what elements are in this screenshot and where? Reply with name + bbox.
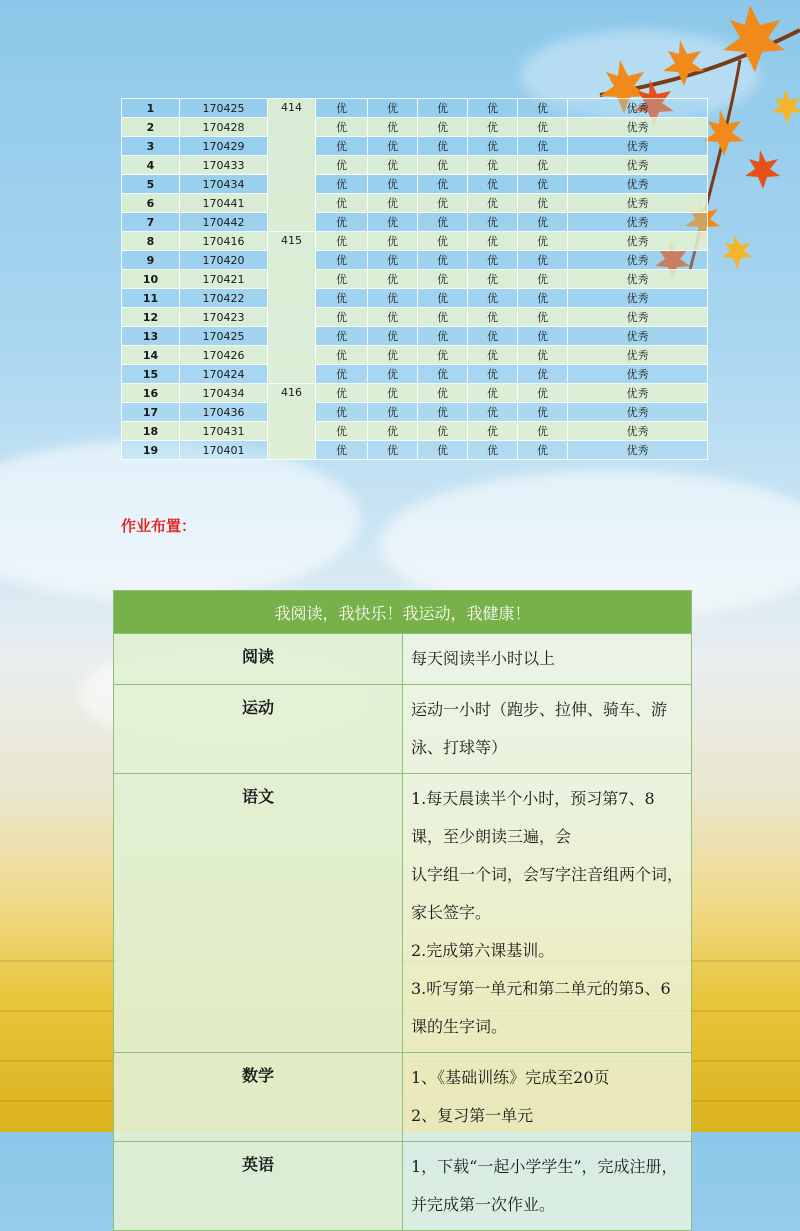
grade-cell: 优 (468, 441, 518, 460)
table-row (122, 194, 708, 213)
grade-cell: 优 (468, 289, 518, 308)
subject-label: 阅读 (114, 634, 403, 685)
grade-cell: 优 (368, 441, 418, 460)
homework-body (114, 634, 692, 1231)
grade-cell: 优 (468, 365, 518, 384)
homework-content (403, 685, 692, 774)
grade-cell: 优 (468, 422, 518, 441)
grade-cell: 优 (418, 327, 468, 346)
grade-cell: 优 (418, 384, 468, 403)
grade-cell: 优 (518, 422, 568, 441)
table-row (122, 99, 708, 118)
table-row (122, 270, 708, 289)
student-id: 170428 (180, 118, 268, 137)
grade-cell: 优 (316, 308, 368, 327)
grade-cell: 优 (518, 441, 568, 460)
grade-cell: 优 (468, 251, 518, 270)
grade-cell: 优 (368, 175, 418, 194)
table-row (122, 403, 708, 422)
class-number: 416 (268, 384, 316, 460)
grade-cell: 优 (368, 270, 418, 289)
table-row (122, 289, 708, 308)
homework-row (114, 1142, 692, 1231)
grade-cell: 优 (418, 99, 468, 118)
grade-cell: 优 (418, 118, 468, 137)
homework-row (114, 685, 692, 774)
homework-line: 1.每天晨读半个小时，预习第7、8课，至少朗读三遍，会 (411, 789, 655, 846)
table-row (122, 251, 708, 270)
student-id: 170425 (180, 99, 268, 118)
row-number: 13 (122, 327, 180, 346)
grade-cell: 优 (518, 251, 568, 270)
grade-cell: 优 (468, 213, 518, 232)
overall-grade: 优秀 (568, 194, 708, 213)
grade-cell: 优 (316, 251, 368, 270)
table-row (122, 308, 708, 327)
homework-heading: 作业布置： (121, 517, 197, 535)
subject-label: 英语 (114, 1142, 403, 1231)
grade-cell: 优 (418, 422, 468, 441)
row-number: 18 (122, 422, 180, 441)
grade-cell: 优 (418, 251, 468, 270)
grade-cell: 优 (518, 327, 568, 346)
homework-title: 我阅读，我快乐！我运动，我健康！ (114, 591, 692, 634)
grade-cell: 优 (418, 175, 468, 194)
grade-cell: 优 (518, 137, 568, 156)
student-id: 170420 (180, 251, 268, 270)
grade-cell: 优 (368, 422, 418, 441)
grade-cell: 优 (518, 308, 568, 327)
table-row (122, 365, 708, 384)
subject-label: 运动 (114, 685, 403, 774)
overall-grade: 优秀 (568, 175, 708, 194)
grade-cell: 优 (468, 137, 518, 156)
grade-cell: 优 (418, 441, 468, 460)
grade-cell: 优 (316, 403, 368, 422)
table-row (122, 118, 708, 137)
row-number: 17 (122, 403, 180, 422)
subject-label: 语文 (114, 774, 403, 1053)
row-number: 19 (122, 441, 180, 460)
table-row (122, 441, 708, 460)
grade-cell: 优 (518, 156, 568, 175)
student-id: 170434 (180, 175, 268, 194)
table-row (122, 213, 708, 232)
homework-line: 运动一小时（跑步、拉伸、骑车、游泳、打球等） (411, 700, 668, 757)
grade-cell: 优 (368, 403, 418, 422)
table-row (122, 384, 708, 403)
row-number: 3 (122, 137, 180, 156)
grade-cell: 优 (368, 194, 418, 213)
homework-content (403, 634, 692, 685)
student-id: 170441 (180, 194, 268, 213)
homework-row (114, 774, 692, 1053)
row-number: 11 (122, 289, 180, 308)
row-number: 14 (122, 346, 180, 365)
homework-content (403, 1053, 692, 1142)
grade-cell: 优 (316, 99, 368, 118)
overall-grade: 优秀 (568, 346, 708, 365)
table-row (122, 137, 708, 156)
grade-cell: 优 (518, 118, 568, 137)
homework-title-row (114, 591, 692, 634)
grade-cell: 优 (316, 365, 368, 384)
grade-cell: 优 (518, 175, 568, 194)
overall-grade: 优秀 (568, 403, 708, 422)
row-number: 10 (122, 270, 180, 289)
overall-grade: 优秀 (568, 327, 708, 346)
row-number: 1 (122, 99, 180, 118)
grade-cell: 优 (418, 156, 468, 175)
overall-grade: 优秀 (568, 422, 708, 441)
grade-cell: 优 (418, 289, 468, 308)
grade-cell: 优 (468, 327, 518, 346)
class-number: 414 (268, 99, 316, 232)
table-row (122, 232, 708, 251)
grade-cell: 优 (468, 403, 518, 422)
student-id: 170416 (180, 232, 268, 251)
student-id: 170422 (180, 289, 268, 308)
grade-cell: 优 (418, 137, 468, 156)
grade-cell: 优 (316, 194, 368, 213)
grade-cell: 优 (316, 441, 368, 460)
row-number: 2 (122, 118, 180, 137)
overall-grade: 优秀 (568, 251, 708, 270)
overall-grade: 优秀 (568, 365, 708, 384)
grade-cell: 优 (316, 232, 368, 251)
student-evaluation-table (121, 98, 708, 460)
grade-cell: 优 (468, 118, 518, 137)
grade-cell: 优 (316, 327, 368, 346)
student-id: 170424 (180, 365, 268, 384)
homework-line: 1、《基础训练》完成至20页 (411, 1068, 610, 1087)
grade-cell: 优 (316, 346, 368, 365)
table-row (122, 327, 708, 346)
row-number: 16 (122, 384, 180, 403)
homework-row (114, 634, 692, 685)
grade-cell: 优 (518, 99, 568, 118)
grade-cell: 优 (518, 346, 568, 365)
grade-cell: 优 (518, 232, 568, 251)
grade-cell: 优 (468, 232, 518, 251)
grade-cell: 优 (418, 365, 468, 384)
overall-grade: 优秀 (568, 118, 708, 137)
overall-grade: 优秀 (568, 270, 708, 289)
overall-grade: 优秀 (568, 156, 708, 175)
grade-cell: 优 (468, 175, 518, 194)
row-number: 12 (122, 308, 180, 327)
grade-cell: 优 (418, 270, 468, 289)
grade-cell: 优 (518, 365, 568, 384)
grade-cell: 优 (418, 213, 468, 232)
grade-cell: 优 (368, 346, 418, 365)
evaluation-table-body (122, 99, 708, 460)
grade-cell: 优 (316, 289, 368, 308)
grade-cell: 优 (368, 308, 418, 327)
grade-cell: 优 (368, 365, 418, 384)
grade-cell: 优 (368, 251, 418, 270)
student-id: 170429 (180, 137, 268, 156)
homework-line: 2.完成第六课基训。 (411, 941, 555, 960)
grade-cell: 优 (418, 346, 468, 365)
overall-grade: 优秀 (568, 137, 708, 156)
homework-line: 认字组一个词，会写字注音组两个词，家长签字。 (411, 865, 684, 922)
student-id: 170433 (180, 156, 268, 175)
overall-grade: 优秀 (568, 213, 708, 232)
overall-grade: 优秀 (568, 308, 708, 327)
grade-cell: 优 (418, 194, 468, 213)
grade-cell: 优 (368, 327, 418, 346)
homework-line: 1，下载“一起小学学生”，完成注册，并完成第一次作业。 (411, 1157, 678, 1214)
grade-cell: 优 (368, 118, 418, 137)
grade-cell: 优 (368, 384, 418, 403)
grade-cell: 优 (468, 270, 518, 289)
row-number: 4 (122, 156, 180, 175)
overall-grade: 优秀 (568, 232, 708, 251)
homework-table (113, 590, 692, 1231)
grade-cell: 优 (468, 99, 518, 118)
student-id: 170425 (180, 327, 268, 346)
grade-cell: 优 (518, 270, 568, 289)
homework-line: 2、复习第一单元 (411, 1106, 534, 1125)
student-id: 170431 (180, 422, 268, 441)
grade-cell: 优 (518, 289, 568, 308)
grade-cell: 优 (518, 213, 568, 232)
student-id: 170434 (180, 384, 268, 403)
subject-label: 数学 (114, 1053, 403, 1142)
student-id: 170426 (180, 346, 268, 365)
class-number: 415 (268, 232, 316, 384)
grade-cell: 优 (316, 384, 368, 403)
table-row (122, 156, 708, 175)
overall-grade: 优秀 (568, 289, 708, 308)
grade-cell: 优 (468, 156, 518, 175)
row-number: 15 (122, 365, 180, 384)
homework-content (403, 1142, 692, 1231)
grade-cell: 优 (468, 308, 518, 327)
row-number: 6 (122, 194, 180, 213)
grade-cell: 优 (368, 99, 418, 118)
homework-row (114, 1053, 692, 1142)
row-number: 7 (122, 213, 180, 232)
overall-grade: 优秀 (568, 99, 708, 118)
table-row (122, 175, 708, 194)
grade-cell: 优 (468, 194, 518, 213)
table-row (122, 422, 708, 441)
grade-cell: 优 (418, 308, 468, 327)
grade-cell: 优 (518, 194, 568, 213)
grade-cell: 优 (316, 213, 368, 232)
student-id: 170423 (180, 308, 268, 327)
grade-cell: 优 (316, 137, 368, 156)
grade-cell: 优 (316, 156, 368, 175)
row-number: 9 (122, 251, 180, 270)
row-number: 5 (122, 175, 180, 194)
grade-cell: 优 (418, 232, 468, 251)
overall-grade: 优秀 (568, 441, 708, 460)
grade-cell: 优 (518, 384, 568, 403)
grade-cell: 优 (316, 118, 368, 137)
homework-line: 每天阅读半小时以上 (411, 649, 556, 668)
grade-cell: 优 (368, 289, 418, 308)
overall-grade: 优秀 (568, 384, 708, 403)
student-id: 170421 (180, 270, 268, 289)
grade-cell: 优 (316, 175, 368, 194)
grade-cell: 优 (418, 403, 468, 422)
homework-line: 3.听写第一单元和第二单元的第5、6课的生字词。 (411, 979, 671, 1036)
grade-cell: 优 (468, 346, 518, 365)
student-id: 170436 (180, 403, 268, 422)
grade-cell: 优 (368, 137, 418, 156)
grade-cell: 优 (316, 422, 368, 441)
table-row (122, 346, 708, 365)
grade-cell: 优 (368, 156, 418, 175)
grade-cell: 优 (316, 270, 368, 289)
student-id: 170442 (180, 213, 268, 232)
student-id: 170401 (180, 441, 268, 460)
row-number: 8 (122, 232, 180, 251)
grade-cell: 优 (468, 384, 518, 403)
grade-cell: 优 (368, 213, 418, 232)
homework-content (403, 774, 692, 1053)
grade-cell: 优 (368, 232, 418, 251)
grade-cell: 优 (518, 403, 568, 422)
